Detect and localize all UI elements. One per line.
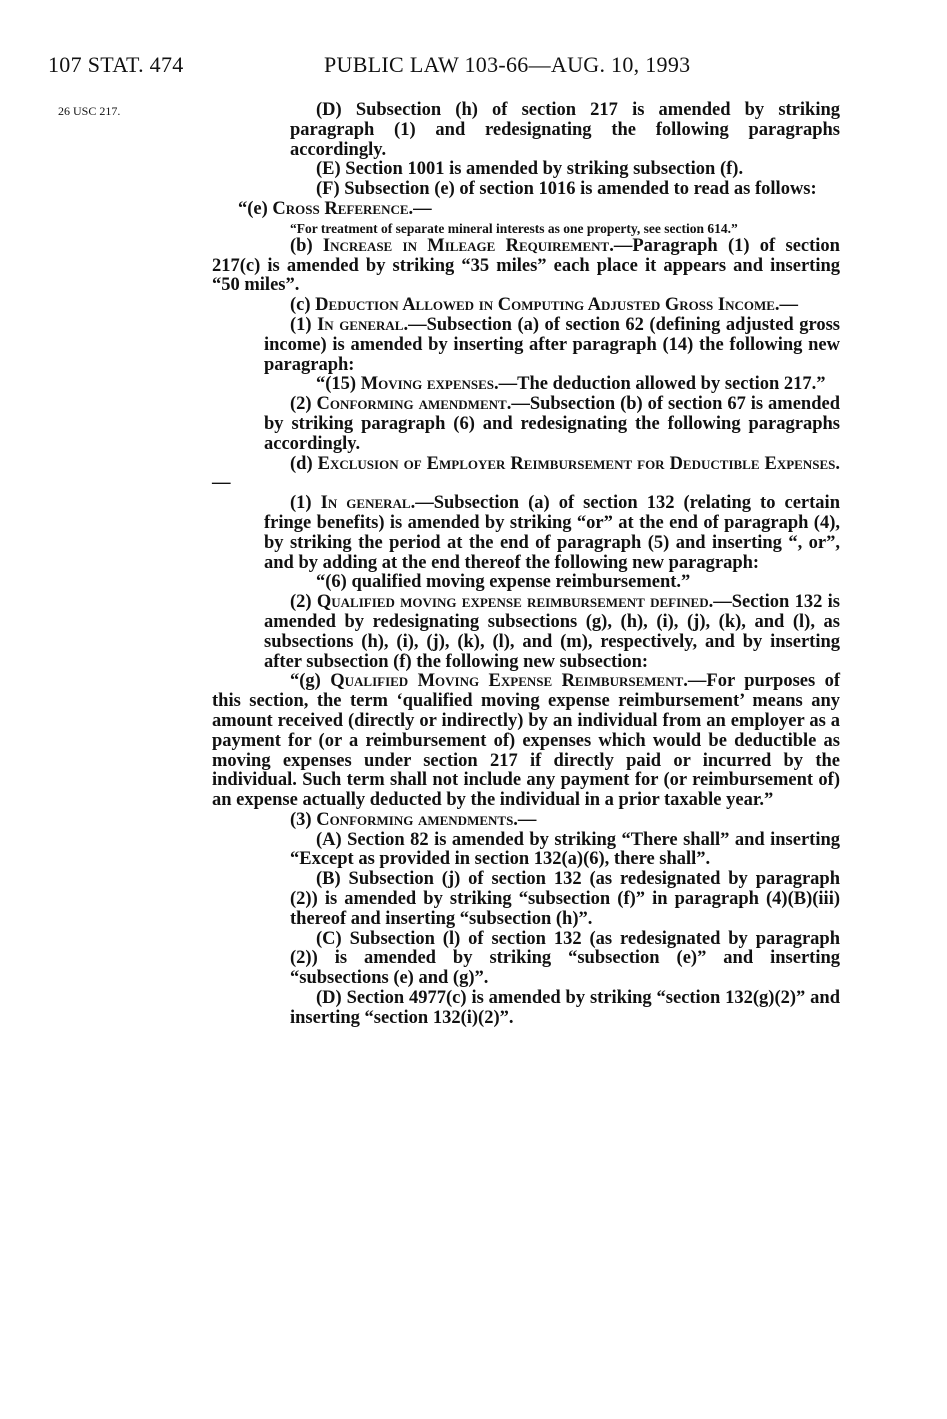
cross-reference-text: “For treatment of separate mineral interests as one property, see section 614.”: [290, 220, 738, 236]
subsection-b-heading: Increase in Mileage Requirement: [322, 235, 610, 256]
subsection-g-heading: Qualified Moving Expense Reimbursement: [330, 671, 684, 692]
page-header: [48, 52, 908, 86]
document-body: [212, 101, 840, 1029]
qualified-moving-expense-item: “(6) qualified moving expense reimbursement.”: [316, 572, 691, 593]
subsection-b-mileage: (b) Increase in Mileage Requirement.—Paragraph (1) of section 217(c) is amended by striking “35 miles” each place it appears and inserting “50 miles”.: [212, 235, 840, 296]
subsection-d-heading: Exclusion of Employer Reimbursement for Deductible Expenses: [317, 453, 836, 474]
paragraph-c1-heading: In general: [317, 314, 404, 335]
paragraph-d3-conforming: (3) Conforming amendments.—: [290, 809, 537, 830]
paragraph-f-section-1016: (F) Subsection (e) of section 1016 is amended to read as follows:: [316, 179, 817, 200]
public-law-title: PUBLIC LAW 103-66—AUG. 10, 1993: [324, 52, 691, 77]
paragraph-e-section-1001: (E) Section 1001 is amended by striking subsection (f).: [316, 159, 744, 180]
margin-citation: 26 USC 217.: [58, 104, 121, 118]
paragraph-d2-heading: Qualified moving expense reimbursement defined: [316, 592, 709, 613]
subparagraph-c-section-132l: (C) Subsection (l) of section 132 (as redesignated by paragraph (2)) is amended by striking “subsection (e)” and inserting “subsections (e) and (g)”.: [290, 928, 840, 989]
paragraph-d1-in-general: (1) In general.—Subsection (a) of section 132 (relating to certain fringe benefits) is amended by striking “or” at the end of paragraph (4), by striking the period at the end of paragraph (5) and inserting “, or”, and by adding at the end thereof the following new paragraph:: [264, 493, 840, 573]
subsection-c-heading: Deduction Allowed in Computing Adjusted Gross Income: [315, 295, 775, 316]
subsection-d-exclusion: (d) Exclusion of Employer Reimbursement for Deductible Expenses.—: [212, 453, 840, 494]
subparagraph-a-section-82: (A) Section 82 is amended by striking “There shall” and inserting “Except as provided in section 132(a)(6), there shall”.: [290, 829, 840, 870]
cross-reference-label: Cross Reference: [272, 198, 409, 219]
new-subsection-g: “(g) Qualified Moving Expense Reimbursement.—For purposes of this section, the term ‘qualified moving expense reimbursement’ means any amount received (directly or indirectly) by an individual from an employer as a payment for (or a reimbursement of) expenses which would be deductible as moving expenses under section 217 if directly paid or incurred by the individual. Such term shall not include any payment for (or reimbursement of) an expense actually deducted by the individual in a prior taxable year.”: [212, 671, 840, 811]
moving-expenses-paragraph: “(15) Moving expenses.—The deduction allowed by section 217.”: [316, 374, 826, 395]
paragraph-c2-conforming: (2) Conforming amendment.—Subsection (b) of section 67 is amended by striking paragraph (6) and redesignating the following paragraphs accordingly.: [264, 394, 840, 454]
paragraph-d3-heading: Conforming amendments: [316, 809, 514, 830]
cross-reference-heading: “(e) Cross Reference.—: [238, 198, 432, 219]
paragraph-c2-heading: Conforming amendment: [316, 394, 507, 415]
paragraph-c1-in-general: (1) In general.—Subsection (a) of section 62 (defining adjusted gross income) is amended by inserting after paragraph (14) the following new paragraph:: [264, 314, 840, 375]
paragraph-d1-heading: In general: [320, 493, 411, 514]
stat-page-number: 107 STAT. 474: [48, 52, 184, 77]
paragraph-d2-definition: (2) Qualified moving expense reimbursement defined.—Section 132 is amended by redesignating subsections (g), (h), (i), (j), (k), and (l), as subsections (h), (i), (j), (k), (l), and (m), respectively, and by inserting after subsection (f) the following new subsection:: [264, 592, 841, 672]
moving-expenses-heading: Moving expenses: [360, 374, 495, 395]
subparagraph-d-section-4977: (D) Section 4977(c) is amended by striking “section 132(g)(2)” and inserting “section 132(i)(2)”.: [290, 988, 840, 1028]
paragraph-d-section-217: (D) Subsection (h) of section 217 is amended by striking paragraph (1) and redesignating the following paragraphs accordingly.: [290, 100, 840, 160]
subparagraph-b-section-132j: (B) Subsection (j) of section 132 (as redesignated by paragraph (2)) is amended by striking “subsection (f)” in paragraph (4)(B)(iii) thereof and inserting “subsection (h)”.: [290, 869, 840, 929]
subsection-c-deduction: (c) Deduction Allowed in Computing Adjusted Gross Income.—: [290, 295, 799, 316]
